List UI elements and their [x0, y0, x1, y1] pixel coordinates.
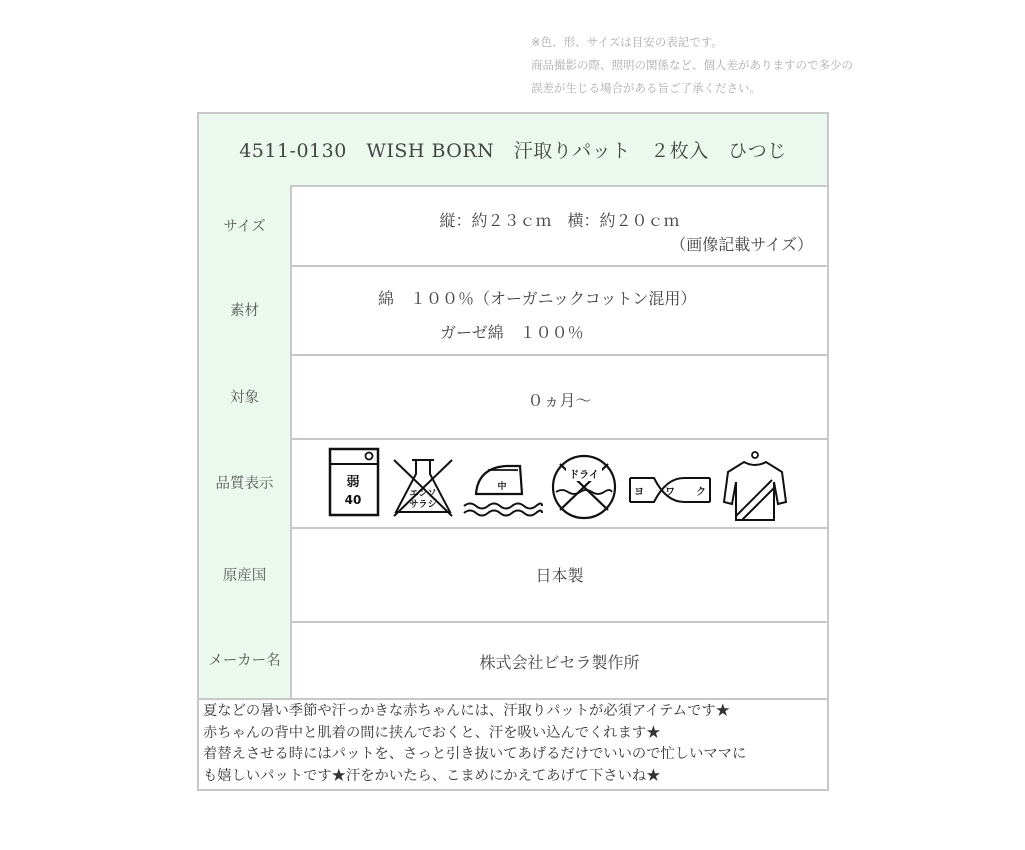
wring-char-3: ク	[696, 487, 706, 498]
no-chlorine-bleach-icon	[390, 456, 456, 518]
target-label: 対象	[199, 354, 292, 438]
origin-value	[292, 527, 827, 621]
notice-line: ※色、形、サイズは目安の表記です。	[531, 35, 723, 49]
description-line: も嬉しいパットです★汗をかいたら、こまめにかえてあげて下さいね★	[203, 767, 661, 784]
care-label: 品質表示	[199, 438, 292, 527]
care-value	[292, 438, 827, 527]
bleach-text-bottom: サラシ	[409, 500, 437, 510]
row-care-labels	[199, 438, 827, 529]
row-size	[199, 185, 827, 267]
row-target	[199, 354, 827, 440]
wash-temperature: 40	[344, 493, 362, 507]
origin-country: 日本製	[535, 566, 584, 585]
wring-gently-icon	[626, 472, 714, 508]
target-age: ０ヵ月～	[527, 391, 592, 410]
description-line: 着替えさせる時にはパットを、さっと引き抜いてあげるだけでいいので忙しいママに	[203, 746, 747, 762]
iron-temperature: 中	[497, 482, 507, 492]
iron-medium-icon	[462, 458, 544, 518]
origin-label: 原産国	[199, 527, 292, 621]
size-value	[292, 185, 827, 265]
description-line: 赤ちゃんの背中と肌着の間に挟んでおくと、汗を吸い込んでくれます★	[203, 724, 661, 741]
target-value	[292, 354, 827, 438]
notice-line: 商品撮影の際、照明の関係など、個人差がありますので多少の	[531, 58, 853, 72]
row-origin	[199, 527, 827, 623]
maker-value	[292, 621, 827, 698]
size-note: （画像記載サイズ）	[670, 235, 813, 254]
row-maker	[199, 621, 827, 700]
dry-clean-text: ドライ	[569, 470, 599, 481]
notice-line: 誤差が生じる場合がある旨ご了承ください。	[531, 81, 761, 95]
size-dimensions: 縦：約２３ｃｍ 横：約２０ｃｍ	[439, 211, 680, 230]
no-dry-clean-icon	[548, 452, 620, 522]
wash-strength: 弱	[346, 475, 360, 490]
wring-char-1: ヨ	[634, 487, 644, 498]
material-line-1: 綿 １００％（オーガニックコットン混用）	[378, 289, 697, 308]
material-label: 素材	[199, 265, 292, 354]
maker-name: 株式会社ビセラ製作所	[479, 653, 640, 672]
product-description	[203, 701, 825, 787]
product-spec-table	[197, 112, 829, 791]
hang-dry-icon	[720, 450, 790, 524]
disclaimer-notice	[531, 31, 931, 100]
description-line: 夏などの暑い季節や汗っかきな赤ちゃんには、汗取りパットが必須アイテムです★	[203, 703, 730, 719]
size-label: サイズ	[199, 185, 292, 265]
material-value	[292, 265, 827, 354]
product-title: 4511-0130 WISH BORN 汗取りパット ２枚入 ひつじ	[199, 114, 827, 187]
bleach-text-top: エンソ	[409, 489, 437, 499]
maker-label: メーカー名	[199, 621, 292, 698]
row-material	[199, 265, 827, 356]
wash-icon	[327, 446, 381, 518]
material-line-2: ガーゼ綿 １００％	[440, 323, 584, 342]
wring-char-2: ワ	[665, 487, 675, 498]
